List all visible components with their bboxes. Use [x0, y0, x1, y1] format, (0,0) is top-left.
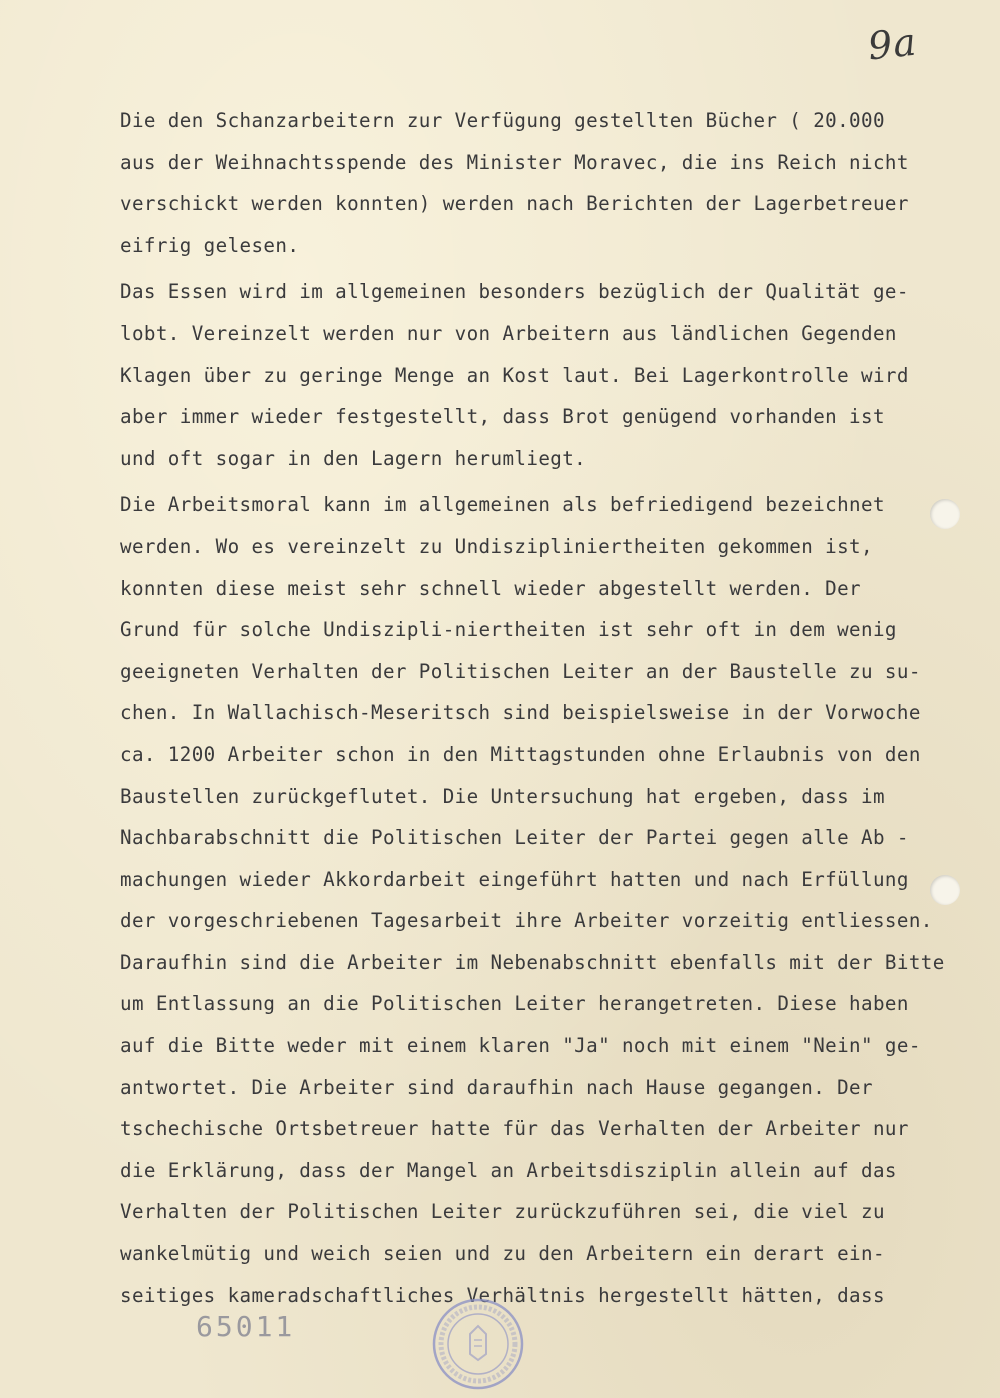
text-line: ca. 1200 Arbeiter schon in den Mittagstunden ohne Erlaubnis von den: [120, 742, 921, 766]
text-line: und oft sogar in den Lagern herumliegt.: [120, 446, 587, 470]
text-line: Verhalten der Politischen Leiter zurückzuführen sei, die viel zu: [120, 1200, 885, 1224]
punch-hole: [930, 499, 960, 529]
text-line: lobt. Vereinzelt werden nur von Arbeitern aus ländlichen Gegenden: [120, 321, 897, 345]
paragraph-work-morale: [120, 484, 970, 1316]
text-line: Grund für solche Undiszipli-niertheiten ist sehr oft in dem wenig: [120, 618, 897, 642]
text-line: Nachbarabschnitt die Politischen Leiter der Partei gegen alle Ab -: [120, 826, 909, 850]
text-line: Daraufhin sind die Arbeiter im Nebenabschnitt ebenfalls mit der Bitte: [120, 950, 945, 974]
text-line: Klagen über zu geringe Menge an Kost laut. Bei Lagerkontrolle wird: [120, 363, 909, 387]
text-line: die Erklärung, dass der Mangel an Arbeitsdisziplin allein auf das: [120, 1158, 897, 1182]
paragraph-books: [120, 100, 970, 266]
typewritten-text-body: [120, 100, 970, 1316]
archive-stamp-icon: [430, 1296, 526, 1392]
archive-number: 65011: [196, 1310, 296, 1343]
text-line: um Entlassung an die Politischen Leiter herangetreten. Diese haben: [120, 992, 909, 1016]
text-line: auf die Bitte weder mit einem klaren "Ja" noch mit einem "Nein" ge-: [120, 1034, 921, 1058]
text-line: eifrig gelesen.: [120, 233, 300, 257]
text-line: Die den Schanzarbeitern zur Verfügung gestellten Bücher ( 20.000: [120, 109, 885, 132]
text-line: Das Essen wird im allgemeinen besonders bezüglich der Qualität ge-: [120, 280, 909, 304]
text-line: werden. Wo es vereinzelt zu Undiszipliniertheiten gekommen ist,: [120, 534, 873, 558]
text-line: Die Arbeitsmoral kann im allgemeinen als befriedigend bezeichnet: [120, 493, 885, 517]
text-line: seitiges kameradschaftliches Verhältnis hergestellt hätten, dass: [120, 1283, 885, 1307]
punch-hole: [930, 875, 960, 905]
text-line: verschickt werden konnten) werden nach Berichten der Lagerbetreuer: [120, 192, 909, 216]
text-line: wankelmütig und weich seien und zu den Arbeitern ein derart ein-: [120, 1242, 885, 1266]
text-line: tschechische Ortsbetreuer hatte für das Verhalten der Arbeiter nur: [120, 1117, 909, 1141]
text-line: antwortet. Die Arbeiter sind daraufhin nach Hause gegangen. Der: [120, 1075, 873, 1099]
text-line: chen. In Wallachisch-Meseritsch sind beispielsweise in der Vorwoche: [120, 701, 921, 725]
text-line: aber immer wieder festgestellt, dass Brot genügend vorhanden ist: [120, 405, 885, 429]
handwritten-page-number: 9a: [865, 19, 920, 69]
text-line: aus der Weihnachtsspende des Minister Moravec, die ins Reich nicht: [120, 150, 909, 174]
text-line: der vorgeschriebenen Tagesarbeit ihre Arbeiter vorzeitig entliessen.: [120, 909, 933, 933]
paragraph-food: [120, 271, 970, 479]
text-line: machungen wieder Akkordarbeit eingeführt hatten und nach Erfüllung: [120, 867, 909, 891]
text-line: konnten diese meist sehr schnell wieder abgestellt werden. Der: [120, 576, 862, 600]
text-line: geeigneten Verhalten der Politischen Leiter an der Baustelle zu su-: [120, 659, 921, 683]
text-line: Baustellen zurückgeflutet. Die Untersuchung hat ergeben, dass im: [120, 784, 885, 808]
